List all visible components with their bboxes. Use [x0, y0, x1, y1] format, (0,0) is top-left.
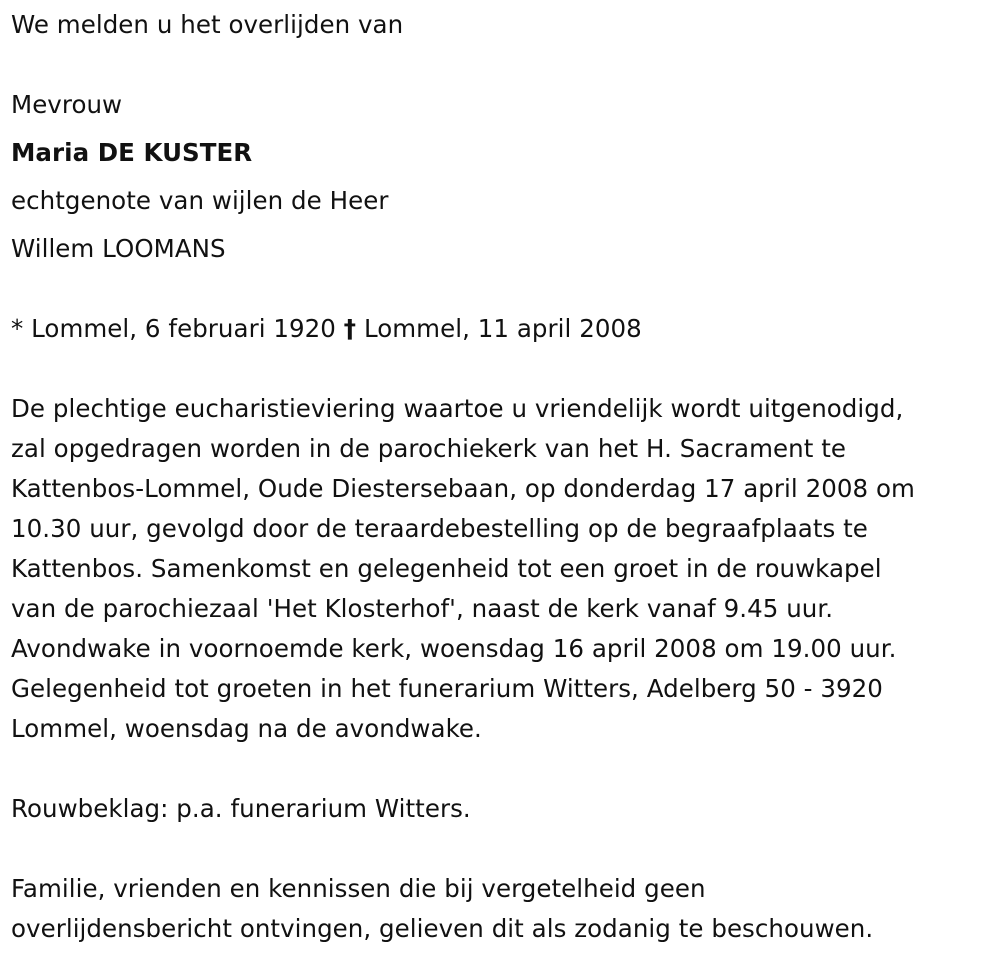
- death-cross-icon: †: [343, 314, 357, 343]
- ceremony-line: zal opgedragen worden in de parochiekerk van het H. Sacrament te: [11, 434, 847, 463]
- ceremony-line: Gelegenheid tot groeten in het funerarium Witters, Adelberg 50 - 3920: [11, 674, 883, 703]
- ceremony-line: 10.30 uur, gevolgd door de teraardebestelling op de begraafplaats te: [11, 514, 868, 543]
- closing-line: overlijdensbericht ontvingen, gelieven dit als zodanig te beschouwen.: [11, 914, 874, 943]
- relation-text: echtgenote van wijlen de Heer: [11, 186, 389, 215]
- ceremony-line: van de parochiezaal 'Het Klosterhof', naast de kerk vanaf 9.45 uur.: [11, 594, 834, 623]
- closing-line: Familie, vrienden en kennissen die bij vergetelheid geen: [11, 874, 706, 903]
- ceremony-line: Avondwake in voornoemde kerk, woensdag 16 april 2008 om 19.00 uur.: [11, 634, 897, 663]
- ceremony-line: Kattenbos. Samenkomst en gelegenheid tot een groet in de rouwkapel: [11, 554, 882, 583]
- intro-text: We melden u het overlijden van: [11, 10, 404, 39]
- condolences-text: Rouwbeklag: p.a. funerarium Witters.: [11, 794, 471, 823]
- ceremony-line: Lommel, woensdag na de avondwake.: [11, 714, 482, 743]
- birth-info: * Lommel, 6 februari 1920: [11, 314, 336, 343]
- dates-line: [11, 314, 642, 344]
- salutation: Mevrouw: [11, 90, 123, 119]
- ceremony-line: Kattenbos-Lommel, Oude Diestersebaan, op donderdag 17 april 2008 om: [11, 474, 915, 503]
- death-info: Lommel, 11 april 2008: [363, 314, 642, 343]
- spouse-name: Willem LOOMANS: [11, 234, 226, 263]
- ceremony-line: De plechtige eucharistieviering waartoe u vriendelijk wordt uitgenodigd,: [11, 394, 904, 423]
- deceased-name: Maria DE KUSTER: [11, 138, 253, 167]
